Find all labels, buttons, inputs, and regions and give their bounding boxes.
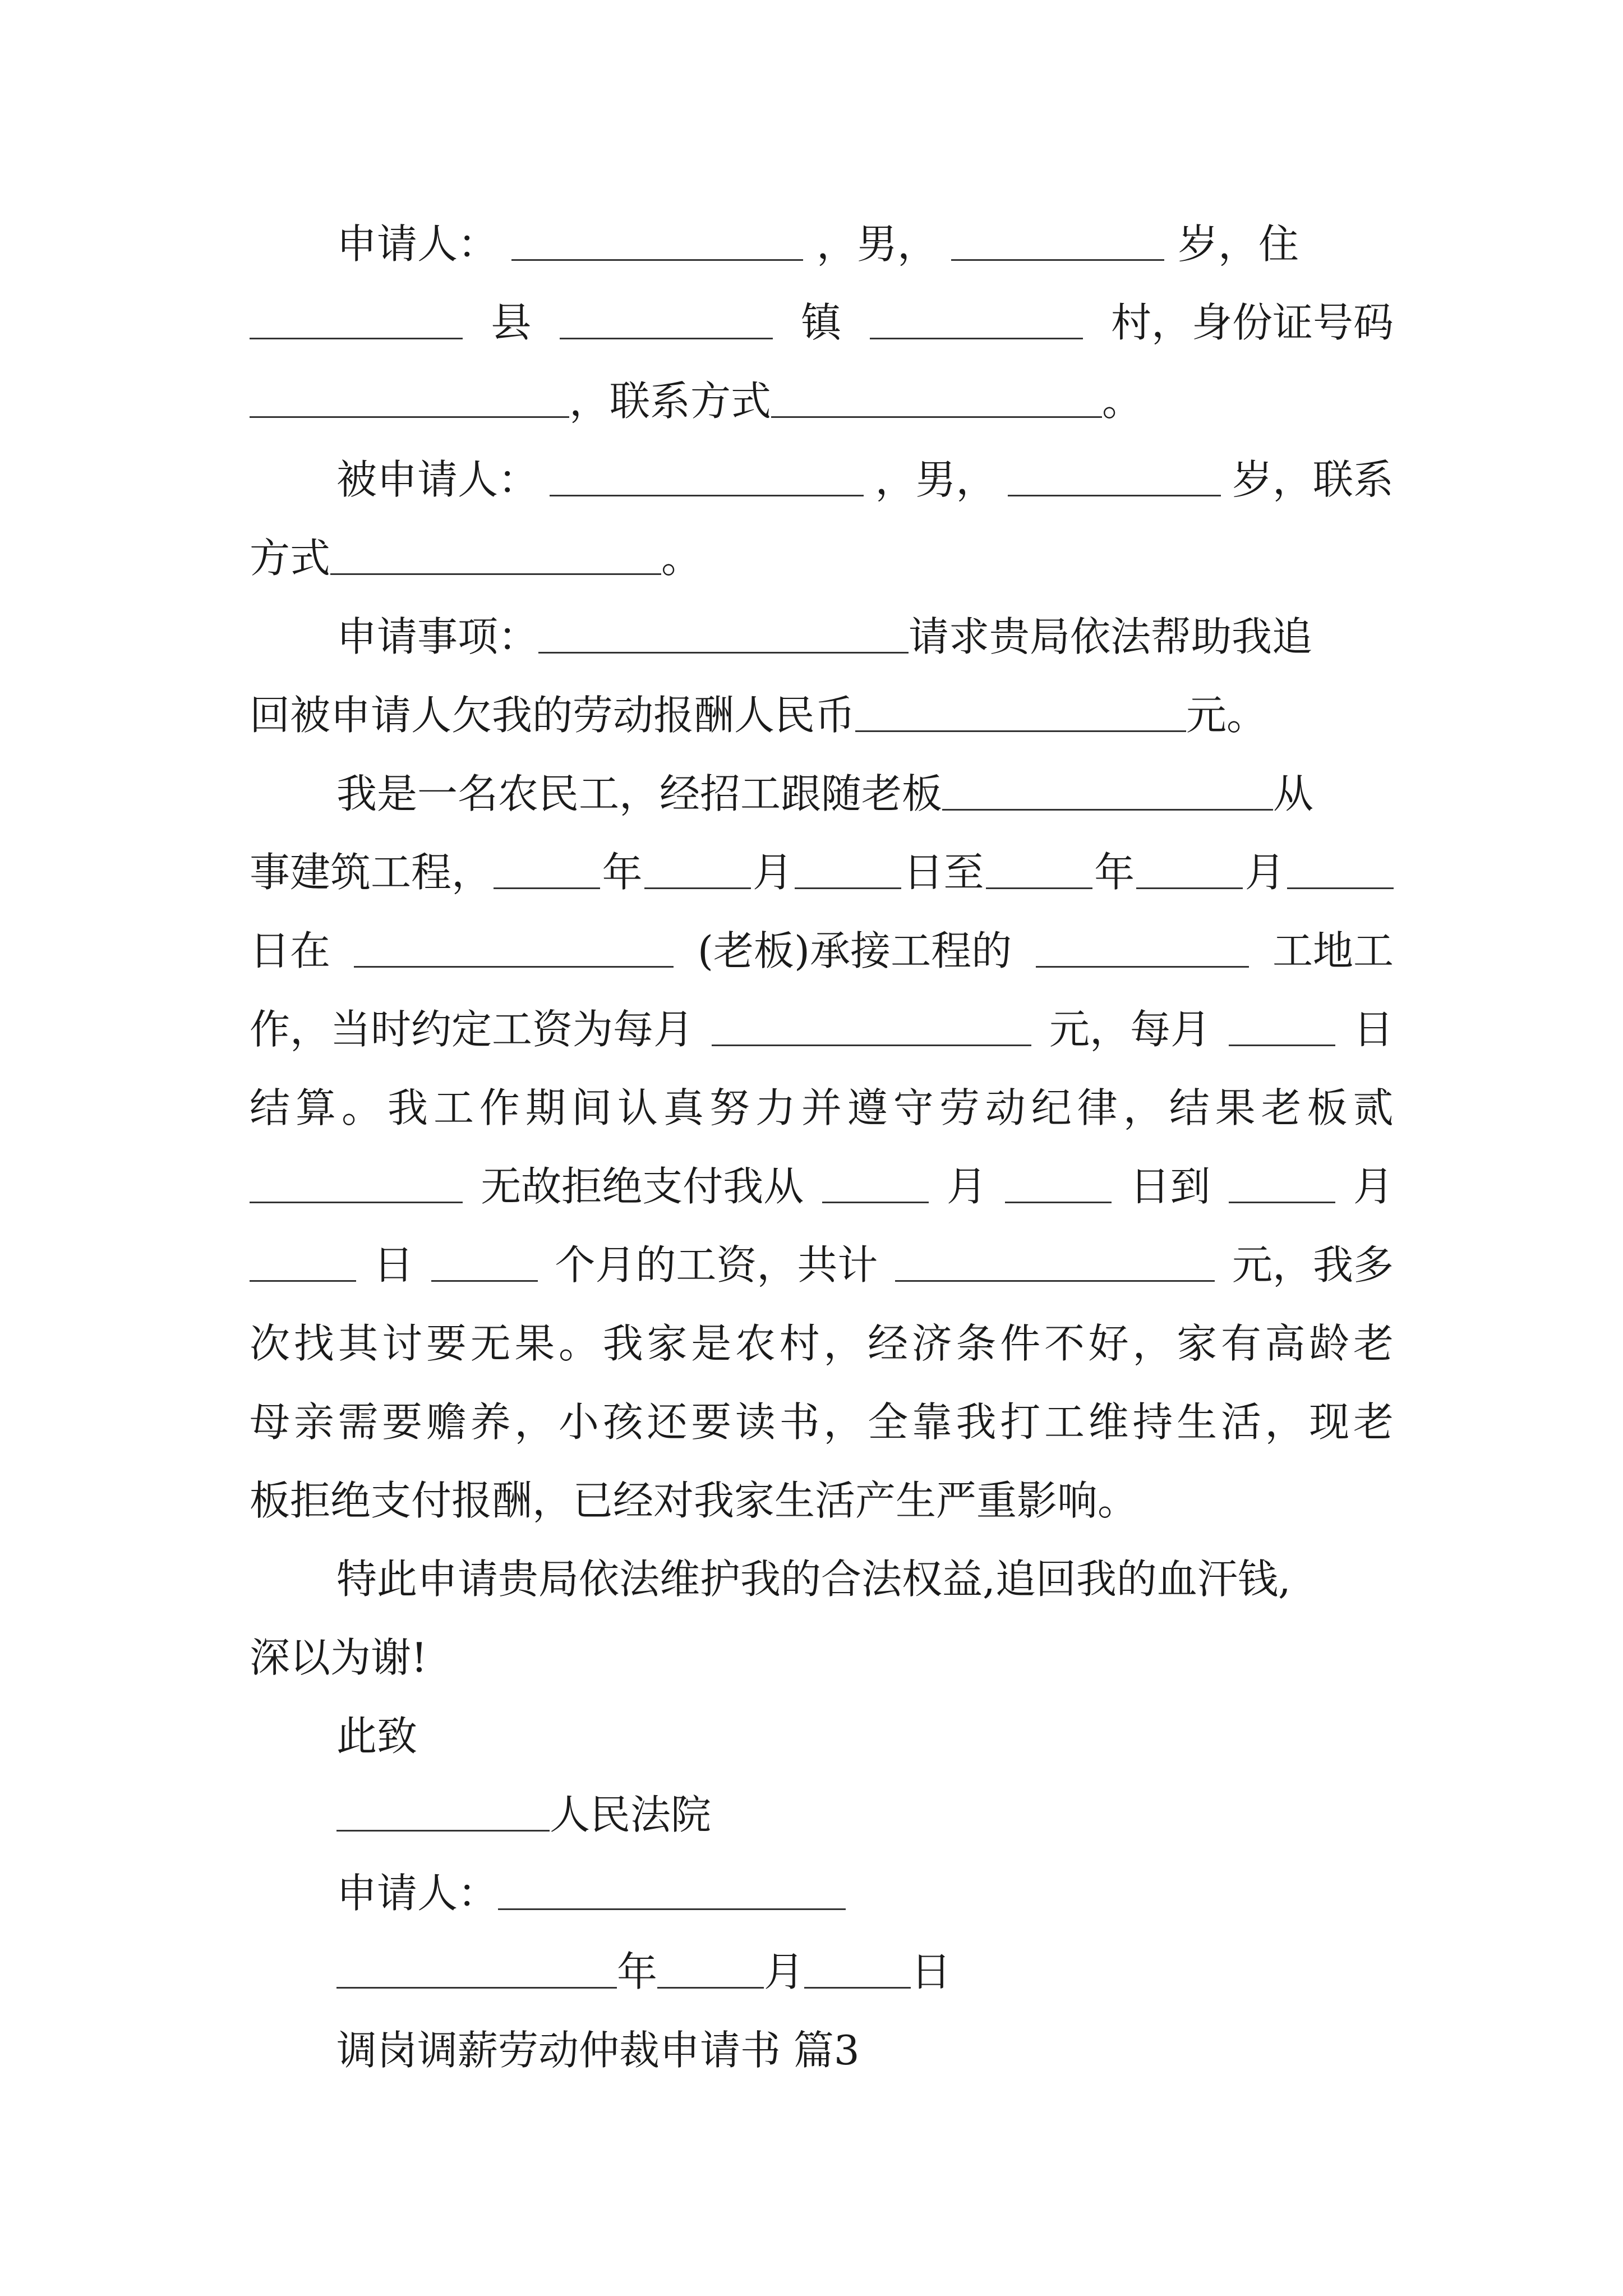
text: 个月的工资，共计 <box>555 1241 878 1289</box>
text: 申请人： <box>336 1870 499 1917</box>
text: 日 <box>911 1948 952 1995</box>
applicant-line-3 <box>250 373 1394 429</box>
facts-line-8 <box>250 1315 1394 1372</box>
char: 要 <box>426 1320 467 1367</box>
salutation <box>336 1708 1394 1764</box>
blank-field <box>498 1906 846 1910</box>
char: 动 <box>985 1084 1026 1131</box>
char: 果 <box>514 1320 555 1367</box>
text: 我是一名农民工，经招工跟随老板 <box>336 770 943 817</box>
blank-field <box>538 650 909 654</box>
blank-field <box>1136 885 1243 889</box>
text: 工地工 <box>1272 927 1394 974</box>
blank-field <box>250 1278 356 1282</box>
char: 讨 <box>382 1320 423 1367</box>
respondent-line-2 <box>250 530 1394 586</box>
char: 维 <box>1088 1398 1129 1446</box>
facts-line-7 <box>250 1237 1394 1293</box>
blank-field <box>822 1199 929 1203</box>
char: 书 <box>779 1398 820 1446</box>
char: 件 <box>1000 1320 1041 1367</box>
char: 老 <box>1353 1320 1394 1367</box>
char: ， <box>1265 1398 1306 1446</box>
text: 特此申请贵局依法维护我的合法权益,追回我的血汗钱, <box>336 1556 1291 1603</box>
char: ， <box>514 1398 555 1446</box>
blank-field <box>511 257 803 261</box>
text: 人民法院 <box>550 1791 712 1838</box>
char: 遵 <box>847 1084 888 1131</box>
text: 岁，住 <box>1178 220 1299 268</box>
char: 老 <box>1261 1084 1302 1131</box>
char: 无 <box>470 1320 511 1367</box>
text: 事建筑工程， <box>250 849 492 896</box>
char: 结 <box>1169 1084 1210 1131</box>
text: 年 <box>1094 849 1135 896</box>
blank-field <box>951 257 1164 261</box>
court-line <box>336 1787 1394 1843</box>
char: 村 <box>779 1320 820 1367</box>
char: 我 <box>387 1084 428 1131</box>
text: 岁，联系 <box>1232 456 1394 503</box>
char: 经 <box>868 1320 909 1367</box>
blank-field <box>550 493 864 496</box>
blank-field <box>942 807 1273 811</box>
facts-line-5 <box>250 1080 1394 1136</box>
char: 活 <box>1220 1398 1261 1446</box>
char: 果 <box>1215 1084 1256 1131</box>
char: 全 <box>868 1398 909 1446</box>
text: 方式 <box>250 535 331 582</box>
char: 养 <box>470 1398 511 1446</box>
text: 年 <box>617 1948 658 1995</box>
char: 孩 <box>602 1398 643 1446</box>
blank-field <box>1005 1199 1112 1203</box>
char: 要 <box>382 1398 423 1446</box>
char: ， <box>823 1320 864 1367</box>
text: 申请事项： <box>336 613 539 660</box>
char: 家 <box>647 1320 688 1367</box>
blank-field <box>330 571 661 575</box>
char: 母 <box>250 1398 291 1446</box>
facts-line-4 <box>250 1001 1394 1057</box>
text: 申请人： <box>336 220 499 268</box>
signature-line <box>336 1865 1394 1921</box>
char: 好 <box>1088 1320 1129 1367</box>
text: 回被申请人欠我的劳动报酬人民币 <box>250 692 856 739</box>
char: 次 <box>250 1320 291 1367</box>
text: 无故拒绝支付我从 <box>481 1163 804 1210</box>
text: 。 <box>661 535 702 582</box>
facts-line-3 <box>250 923 1394 979</box>
char: 是 <box>691 1320 732 1367</box>
blank-field <box>1036 964 1249 968</box>
blank-field <box>1229 1042 1335 1046</box>
blank-field <box>250 414 569 418</box>
text: 日至 <box>903 849 984 896</box>
char: 现 <box>1309 1398 1350 1446</box>
char: 龄 <box>1309 1320 1350 1367</box>
char: 劳 <box>939 1084 980 1131</box>
char: 守 <box>893 1084 934 1131</box>
text: 县 <box>491 299 532 346</box>
char: ， <box>1123 1084 1164 1131</box>
char: 还 <box>647 1398 688 1446</box>
char: 有 <box>1220 1320 1261 1367</box>
char: 不 <box>1044 1320 1085 1367</box>
text: ，男， <box>817 220 938 268</box>
char: 家 <box>1177 1320 1218 1367</box>
blank-field <box>494 885 600 889</box>
blank-field <box>1008 493 1221 496</box>
text: ，男， <box>875 456 997 503</box>
char: 律 <box>1077 1084 1118 1131</box>
plea-line-1 <box>336 1551 1394 1607</box>
blank-field <box>895 1278 1215 1282</box>
blank-field <box>870 335 1083 339</box>
text: 月 <box>946 1163 987 1210</box>
char: 工 <box>1044 1398 1085 1446</box>
text: 被申请人： <box>336 456 539 503</box>
char: 间 <box>571 1084 612 1131</box>
char: 纪 <box>1031 1084 1072 1131</box>
blank-field <box>657 1985 764 1989</box>
text: 月 <box>764 1948 805 1995</box>
char: 我 <box>956 1398 997 1446</box>
char: 打 <box>1000 1398 1041 1446</box>
applicant-line-1 <box>336 216 1394 272</box>
text: 板拒绝支付报酬，已经对我家生活产生严重影响。 <box>250 1477 1138 1524</box>
char: 板 <box>1307 1084 1348 1131</box>
request-line-1 <box>336 609 1394 665</box>
char: 作 <box>479 1084 520 1131</box>
facts-line-2 <box>250 844 1394 900</box>
blank-field <box>354 964 674 968</box>
text: 调岗调薪劳动仲裁申请书 篇3 <box>336 2027 860 2074</box>
blank-field <box>336 1985 617 1989</box>
text: 。 <box>1102 378 1143 425</box>
char: 找 <box>293 1320 334 1367</box>
blank-field <box>795 885 901 889</box>
text: 此致 <box>336 1713 418 1760</box>
date-line <box>336 1944 1394 2000</box>
facts-line-1 <box>336 766 1394 822</box>
facts-line-9 <box>250 1394 1394 1450</box>
text: 元，每月 <box>1049 1006 1211 1053</box>
char: 真 <box>663 1084 704 1131</box>
blank-field <box>855 728 1186 732</box>
text: 年 <box>602 849 643 896</box>
text: 作，当时约定工资为每月 <box>250 1006 694 1053</box>
facts-line-10 <box>250 1473 1394 1529</box>
text: 月 <box>753 849 794 896</box>
char: 生 <box>1177 1398 1218 1446</box>
plea-line-2 <box>250 1630 1394 1686</box>
char: 要 <box>691 1398 732 1446</box>
char: 力 <box>755 1084 796 1131</box>
char: 条 <box>956 1320 997 1367</box>
blank-field <box>1229 1199 1335 1203</box>
blank-field <box>712 1042 1031 1046</box>
text: (老板)承接工程的 <box>697 927 1012 974</box>
char: 需 <box>338 1398 379 1446</box>
text: 日在 <box>250 927 331 974</box>
blank-field <box>560 335 773 339</box>
blank-field <box>644 885 751 889</box>
char: 我 <box>602 1320 643 1367</box>
char: 其 <box>338 1320 379 1367</box>
char: 认 <box>617 1084 658 1131</box>
char: 持 <box>1132 1398 1173 1446</box>
blank-field <box>804 1985 911 1989</box>
respondent-line-1 <box>336 452 1394 508</box>
text: 深以为谢! <box>250 1634 427 1681</box>
char: 高 <box>1265 1320 1306 1367</box>
next-section-title <box>336 2022 1394 2078</box>
char: 。 <box>559 1320 600 1367</box>
blank-field <box>250 335 463 339</box>
blank-field <box>250 1199 463 1203</box>
char: 期 <box>525 1084 566 1131</box>
char: 工 <box>433 1084 474 1131</box>
char: 赡 <box>426 1398 467 1446</box>
char: 贰 <box>1353 1084 1394 1131</box>
blank-field <box>986 885 1092 889</box>
text: 镇 <box>801 299 842 346</box>
text: 元，我多 <box>1232 1241 1394 1289</box>
facts-line-6 <box>250 1158 1394 1214</box>
blank-field <box>336 1828 550 1832</box>
text: 日 <box>373 1241 414 1289</box>
text: 元。 <box>1186 692 1267 739</box>
text: 日 <box>1353 1006 1394 1053</box>
text: 请求贵局依法帮助我追 <box>909 613 1313 660</box>
blank-field <box>1287 885 1394 889</box>
text: 月 <box>1353 1163 1394 1210</box>
char: 努 <box>709 1084 750 1131</box>
char: 小 <box>559 1398 600 1446</box>
request-line-2 <box>250 687 1394 743</box>
text: 村，身份证号码 <box>1110 299 1394 346</box>
char: 算 <box>295 1084 336 1131</box>
char: 老 <box>1353 1398 1394 1446</box>
char: 亲 <box>293 1398 334 1446</box>
char: 。 <box>341 1084 382 1131</box>
char: ， <box>1132 1320 1173 1367</box>
text: 月 <box>1244 849 1285 896</box>
char: 靠 <box>911 1398 952 1446</box>
char: ， <box>823 1398 864 1446</box>
char: 农 <box>735 1320 776 1367</box>
text: 从 <box>1273 770 1314 817</box>
blank-field <box>771 414 1102 418</box>
applicant-line-2 <box>250 295 1394 351</box>
text: 日到 <box>1129 1163 1211 1210</box>
char: 并 <box>801 1084 842 1131</box>
char: 济 <box>911 1320 952 1367</box>
char: 读 <box>735 1398 776 1446</box>
char: 结 <box>250 1084 291 1131</box>
text: ，联系方式 <box>569 378 772 425</box>
blank-field <box>431 1278 538 1282</box>
